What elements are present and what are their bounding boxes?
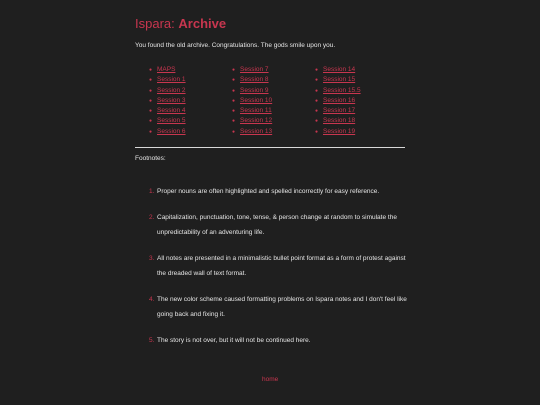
list-item (149, 96, 232, 106)
list-item (232, 65, 315, 75)
link-session-5[interactable]: Session 5 (157, 117, 186, 125)
footnotes-heading: Footnotes: (135, 155, 166, 162)
link-session-6[interactable]: Session 6 (157, 127, 186, 135)
footnote-number: 4. (149, 296, 155, 303)
session-links (149, 65, 398, 137)
bullet-icon: ● (232, 77, 236, 84)
bullet-icon: ● (232, 118, 236, 125)
bullet-icon: ● (232, 128, 236, 135)
list-item (149, 75, 232, 85)
list-item (232, 116, 315, 126)
footnote-text: All notes are presented in a minimalistic bullet point format as a form of protest against the dreaded wall of text format. (157, 255, 406, 277)
bullet-icon: ● (315, 67, 319, 73)
bullet-icon: ● (149, 118, 153, 125)
bullet-icon: ● (232, 67, 236, 73)
home-link[interactable]: home (262, 376, 279, 383)
links-column-3 (315, 65, 398, 137)
list-item (149, 86, 232, 96)
divider (135, 147, 405, 148)
footnote-item (149, 184, 414, 199)
list-item (315, 127, 398, 137)
link-session-16[interactable]: Session 16 (323, 96, 356, 104)
footnote-text: The new color scheme caused formatting problems on Ispara notes and I don't feel like going back and fixing it. (157, 296, 407, 318)
link-session-7[interactable]: Session 7 (240, 66, 269, 73)
bullet-icon: ● (232, 87, 236, 94)
bullet-icon: ● (315, 77, 319, 84)
list-item (232, 75, 315, 85)
list-item (232, 127, 315, 137)
bullet-icon: ● (315, 97, 319, 104)
link-session-15-5[interactable]: Session 15.5 (323, 86, 361, 94)
list-item (149, 65, 232, 75)
site-name: Ispara (135, 16, 172, 31)
footnote-number: 5. (149, 337, 155, 344)
list-item (315, 116, 398, 126)
link-session-13[interactable]: Session 13 (240, 127, 273, 135)
footnote-item (149, 210, 414, 240)
link-session-15[interactable]: Session 15 (323, 76, 356, 84)
bullet-icon: ● (149, 97, 153, 104)
list-item (232, 96, 315, 106)
bullet-icon: ● (149, 87, 153, 94)
link-session-17[interactable]: Session 17 (323, 107, 356, 115)
list-item (232, 86, 315, 96)
bullet-icon: ● (315, 108, 319, 115)
link-session-11[interactable]: Session 11 (240, 107, 272, 115)
bullet-icon: ● (149, 108, 153, 115)
link-session-3[interactable]: Session 3 (157, 96, 186, 104)
bullet-icon: ● (315, 87, 319, 94)
list-item (149, 116, 232, 126)
section-name: Archive (178, 16, 227, 31)
links-column-2 (232, 65, 315, 137)
bullet-icon: ● (149, 67, 153, 73)
list-item (315, 75, 398, 85)
link-session-14[interactable]: Session 14 (323, 66, 356, 73)
list-item (149, 106, 232, 116)
footnote-item (149, 292, 414, 322)
links-column-1 (149, 65, 232, 137)
list-item (315, 86, 398, 96)
footnote-number: 1. (149, 188, 155, 195)
bullet-icon: ● (315, 128, 319, 135)
footnote-text: Capitalization, punctuation, tone, tense, & person change at random to simulate the unpredictability of an adventuring life. (157, 214, 397, 236)
list-item (315, 65, 398, 75)
link-session-10[interactable]: Session 10 (240, 96, 273, 104)
list-item (315, 106, 398, 116)
list-item (149, 127, 232, 137)
bullet-icon: ● (232, 108, 236, 115)
footnote-number: 3. (149, 255, 155, 262)
link-session-1[interactable]: Session 1 (157, 76, 186, 84)
link-session-2[interactable]: Session 2 (157, 86, 186, 94)
link-session-19[interactable]: Session 19 (323, 127, 356, 135)
link-session-8[interactable]: Session 8 (240, 76, 269, 84)
footnote-text: Proper nouns are often highlighted and spelled incorrectly for easy reference. (157, 188, 380, 195)
intro-text: You found the old archive. Congratulations. The gods smile upon you. (135, 42, 336, 49)
bullet-icon: ● (315, 118, 319, 125)
bullet-icon: ● (149, 77, 153, 84)
page-title (135, 16, 226, 31)
link-session-9[interactable]: Session 9 (240, 86, 269, 94)
bullet-icon: ● (232, 97, 236, 104)
link-maps[interactable]: MAPS (157, 66, 176, 73)
footnote-item (149, 333, 414, 348)
link-session-4[interactable]: Session 4 (157, 107, 186, 115)
footnote-number: 2. (149, 214, 155, 221)
link-session-18[interactable]: Session 18 (323, 117, 356, 125)
title-separator: : (171, 16, 175, 31)
list-item (232, 106, 315, 116)
link-session-12[interactable]: Session 12 (240, 117, 273, 125)
list-item (315, 96, 398, 106)
footnote-text: The story is not over, but it will not be continued here. (157, 337, 311, 344)
bullet-icon: ● (149, 128, 153, 135)
footnote-item (149, 251, 414, 281)
